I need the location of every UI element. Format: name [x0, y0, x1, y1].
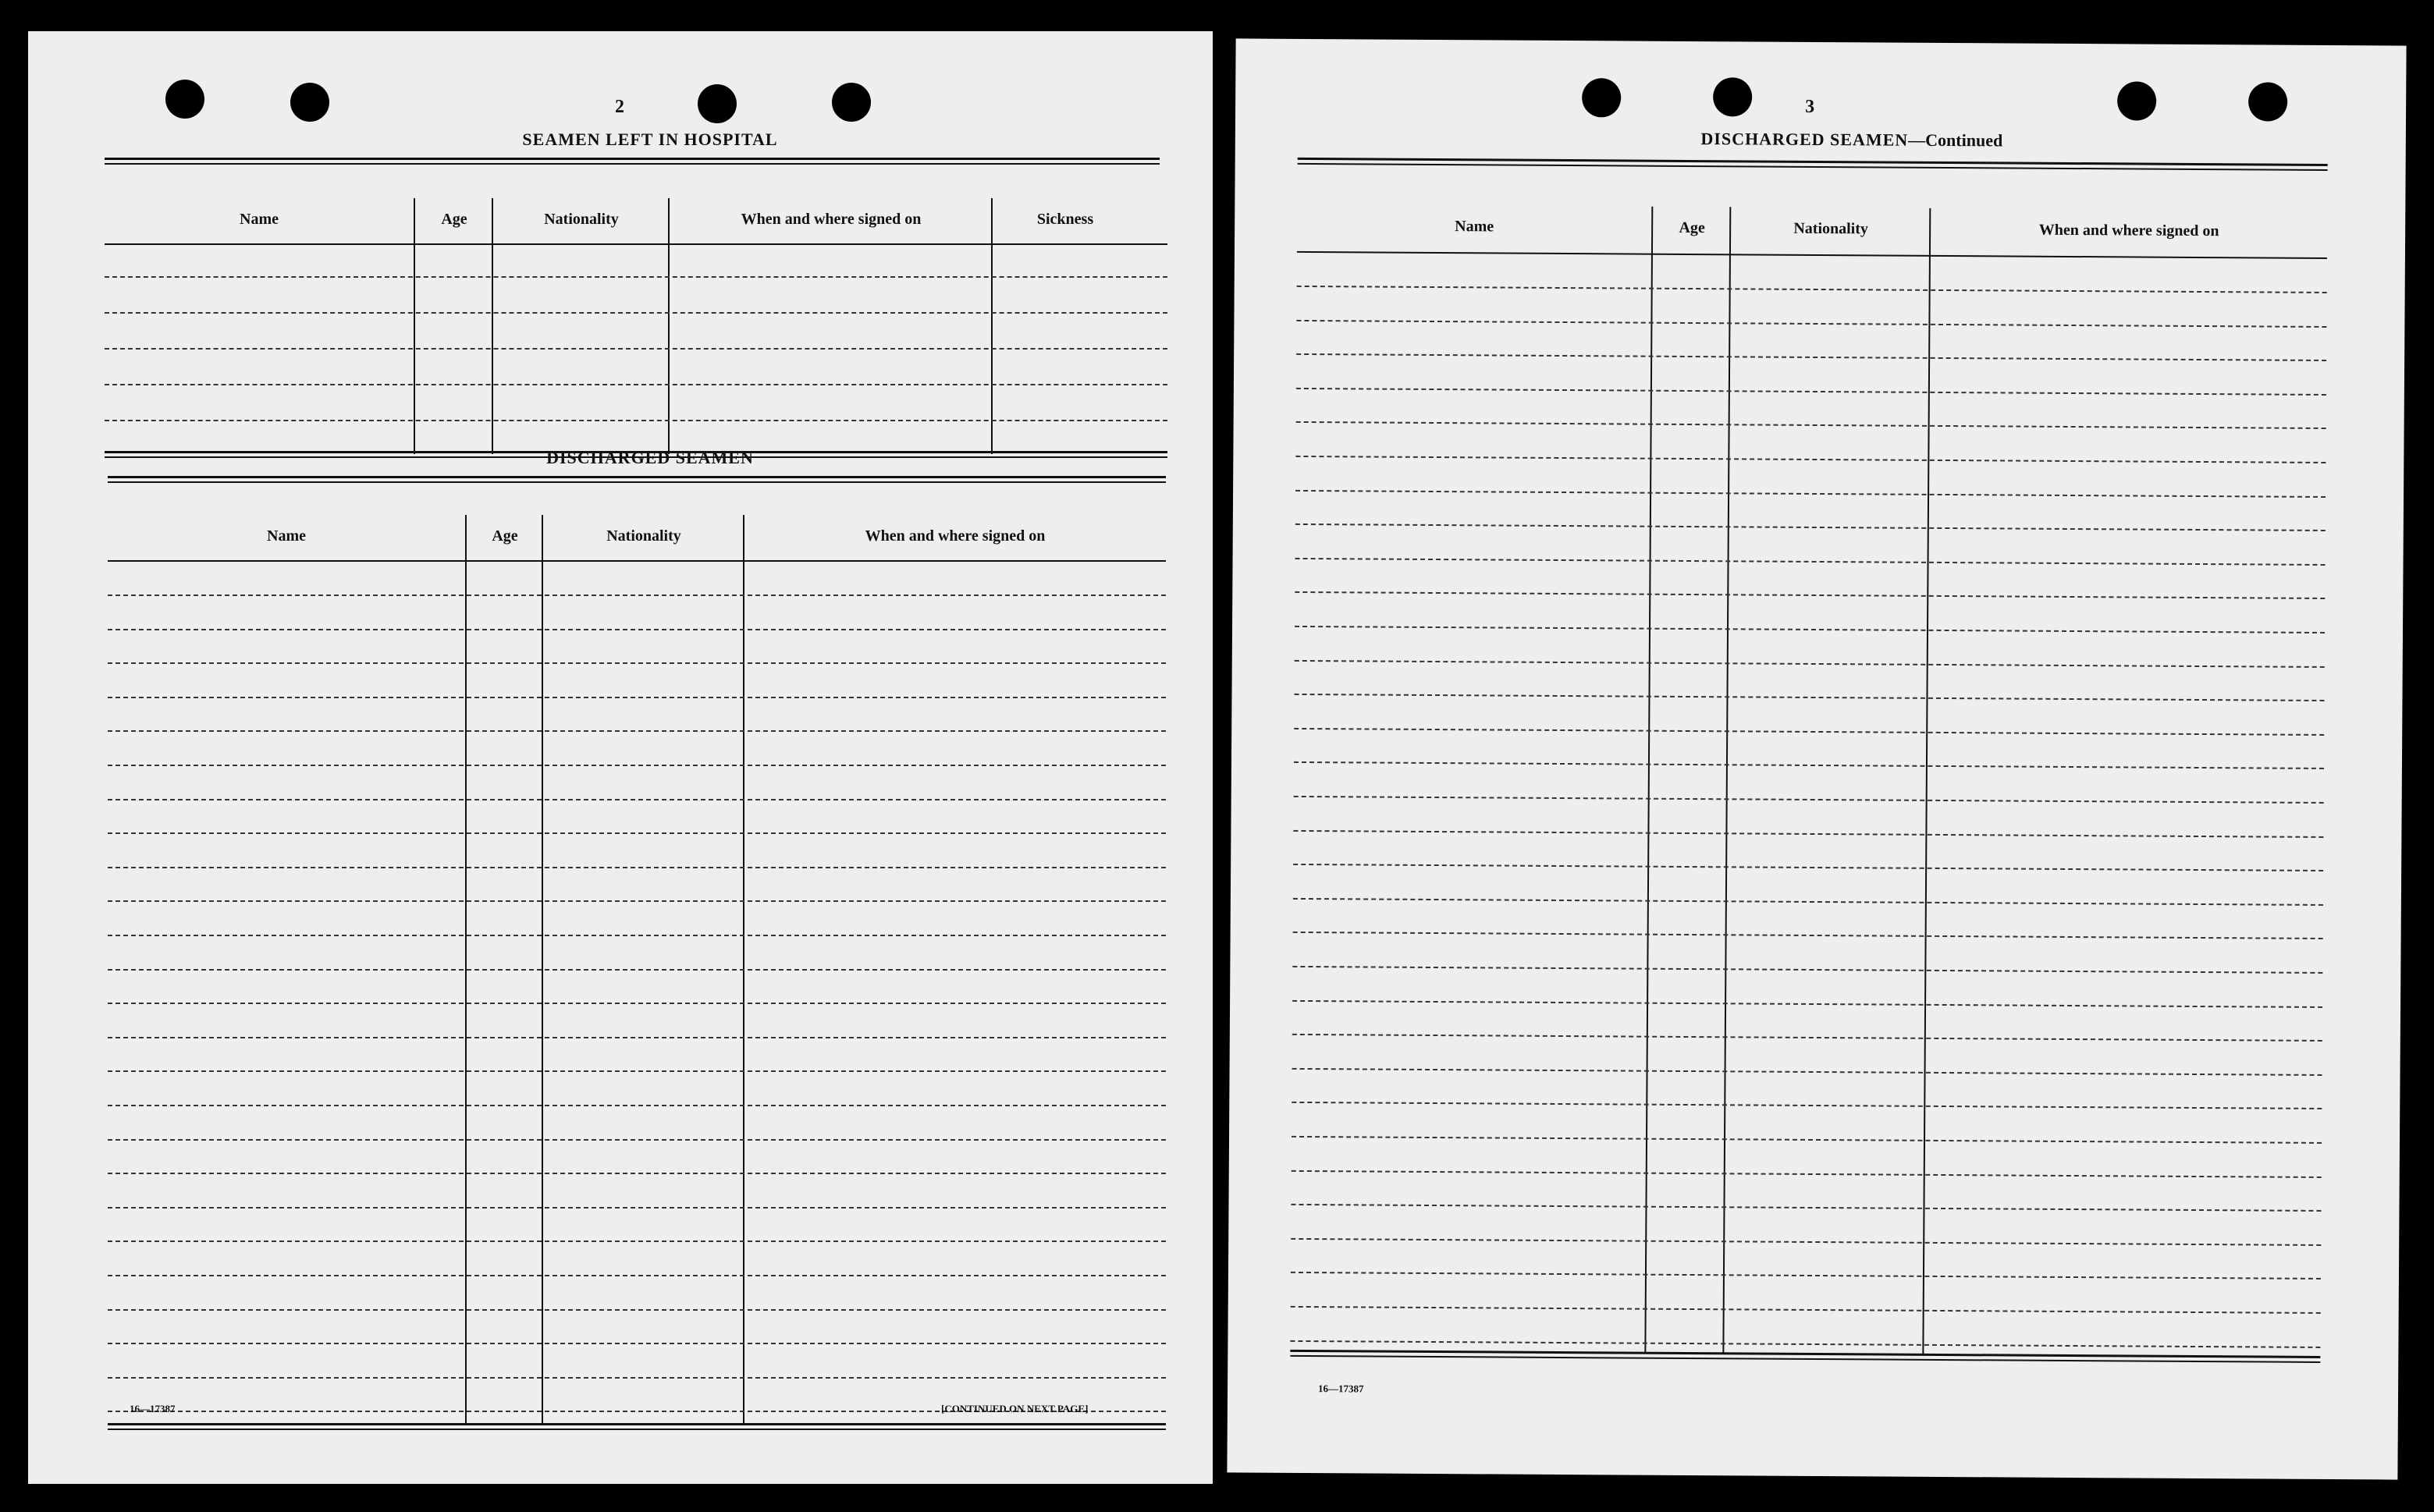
table-row [108, 1173, 1166, 1174]
punch-hole [1713, 77, 1752, 116]
table-row [1292, 1068, 2322, 1076]
table-row [108, 969, 1166, 971]
form-number: 16—17387 [130, 1403, 176, 1414]
table-row [1292, 1102, 2322, 1109]
column-divider [668, 198, 670, 454]
table-row [108, 1070, 1166, 1072]
table-row [1295, 490, 2326, 498]
header-rule [105, 243, 1167, 245]
punch-hole [2117, 81, 2156, 120]
table-row [1293, 864, 2323, 871]
col-header-signed-on: When and where signed on [2038, 221, 2219, 240]
table-row [1293, 932, 2323, 939]
table-row [1296, 320, 2326, 328]
table-row [108, 799, 1166, 800]
table-row [1297, 286, 2327, 293]
table-row [1292, 966, 2322, 974]
table-row [1293, 830, 2323, 838]
table-row [1295, 626, 2325, 634]
table-row [1296, 353, 2326, 361]
col-header-nationality: Nationality [606, 527, 681, 545]
column-divider [991, 198, 993, 454]
discharged-section-title: DISCHARGED SEAMEN [546, 448, 754, 467]
table-row [1291, 1272, 2321, 1280]
table-row [105, 312, 1167, 314]
table-top-rule [108, 476, 1166, 483]
table-row [108, 1377, 1166, 1379]
column-divider [492, 198, 493, 454]
punch-hole [1582, 78, 1621, 117]
table-row [1295, 591, 2325, 599]
table-row [108, 832, 1166, 834]
header-rule [1297, 251, 2327, 259]
table-row [108, 1309, 1166, 1311]
continued-note: [CONTINUED ON NEXT PAGE] [941, 1403, 1089, 1414]
table-top-rule [105, 158, 1160, 165]
table-row [1292, 1000, 2322, 1008]
table-row [1290, 1340, 2320, 1348]
table-row [108, 1207, 1166, 1209]
col-header-nationality: Nationality [544, 211, 619, 228]
table-row [1295, 456, 2326, 463]
table-row [1296, 388, 2326, 396]
column-divider [1722, 207, 1731, 1354]
table-row [1294, 728, 2324, 736]
table-row [1296, 421, 2326, 429]
form-number: 16—17387 [1318, 1382, 1364, 1395]
table-row [1293, 898, 2323, 906]
table-row [108, 1037, 1166, 1038]
table-row [1291, 1204, 2321, 1212]
header-rule [108, 560, 1166, 562]
right-page [1227, 38, 2406, 1479]
table-row [1294, 761, 2324, 769]
hospital-section-title: SEAMEN LEFT IN HOSPITAL [522, 130, 778, 149]
table-row [1292, 1034, 2322, 1042]
table-row [105, 276, 1167, 278]
table-row [1295, 524, 2326, 531]
col-header-signed-on: When and where signed on [865, 527, 1046, 545]
col-header-name: Name [267, 527, 306, 545]
col-header-age: Age [492, 527, 518, 545]
table-row [108, 1105, 1166, 1106]
table-top-rule [1298, 158, 2328, 171]
table-row [108, 629, 1166, 630]
table-bottom-rule [1290, 1350, 2320, 1363]
table-row [108, 1003, 1166, 1004]
table-row [105, 420, 1167, 421]
table-row [108, 935, 1166, 936]
table-row [1292, 1136, 2322, 1144]
table-row [108, 765, 1166, 766]
table-row [1294, 694, 2324, 701]
section-title-suffix: —Continued [1908, 130, 2003, 151]
col-header-nationality: Nationality [1793, 219, 1869, 238]
table-row [1291, 1238, 2321, 1246]
table-row [108, 662, 1166, 664]
table-row [108, 697, 1166, 698]
col-header-name: Name [240, 211, 279, 228]
table-row [105, 348, 1167, 350]
punch-hole [698, 84, 737, 123]
table-row [108, 595, 1166, 596]
discharged-continued-title [1469, 127, 2234, 152]
punch-hole [290, 83, 329, 122]
table-row [1291, 1306, 2321, 1314]
column-divider [1644, 207, 1653, 1354]
table-row [1292, 1170, 2322, 1178]
col-header-name: Name [1455, 218, 1494, 236]
punch-hole [165, 80, 204, 119]
discharged-table-continued [1298, 158, 2328, 240]
table-row [108, 1343, 1166, 1344]
col-header-age: Age [441, 211, 467, 228]
table-row [108, 1139, 1166, 1141]
table-row [108, 867, 1166, 868]
punch-hole [832, 83, 871, 122]
column-divider [414, 198, 415, 454]
table-row [105, 384, 1167, 385]
table-row [108, 730, 1166, 732]
table-bottom-rule [108, 1423, 1166, 1430]
col-header-signed-on: When and where signed on [741, 211, 922, 228]
table-row [1295, 558, 2326, 566]
section-title: DISCHARGED SEAMEN [1700, 129, 1909, 150]
page-number: 2 [615, 97, 624, 117]
table-row [1295, 660, 2325, 668]
page-number: 3 [1805, 96, 1815, 117]
table-row [108, 1275, 1166, 1276]
col-header-sickness: Sickness [1036, 211, 1094, 228]
col-header-age: Age [1679, 218, 1705, 237]
column-divider [1922, 208, 1931, 1355]
table-row [108, 1240, 1166, 1242]
table-row [108, 900, 1166, 902]
punch-hole [2248, 82, 2287, 121]
table-row [1294, 796, 2324, 804]
left-page [28, 31, 1213, 1484]
